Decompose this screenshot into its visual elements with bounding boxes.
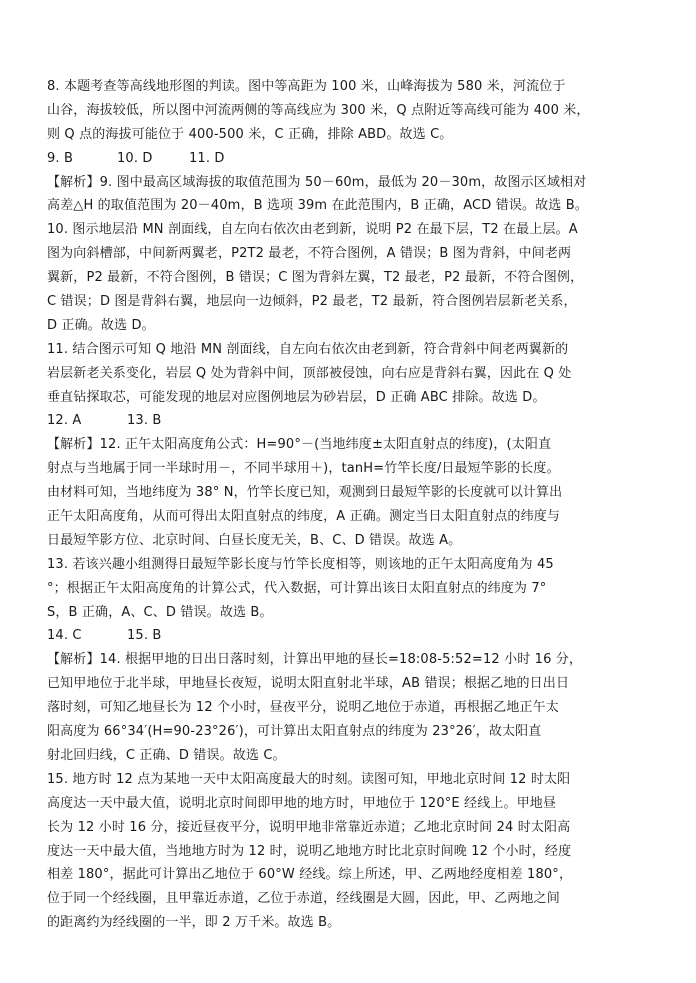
text-line: °；根据正午太阳高度角的计算公式，代入数据，可计算出该日太阳直射点的纬度为 7° — [47, 580, 547, 596]
text-line: 岩层新老关系变化，岩层 Q 处为背斜中间，顶部被侵蚀，向右应是背斜右翼，因此在 Q 处 — [47, 365, 572, 381]
text-line: 阳高度为 66°34′(H=90-23°26′)，可计算出太阳直射点的纬度为 23°26′，故太阳直 — [47, 724, 542, 740]
text-line: 翼新，P2 最新，不符合图例，B 错误；C 图为背斜左翼，T2 最老，P2 最新，不符合图例， — [47, 270, 584, 286]
text-line: 射点与当地属于同一半球时用－，不同半球用＋)，tanH=竹竿长度/日最短竿影的长度。 — [47, 461, 560, 477]
text-line: 垂直钻探取芯，可能发现的地层对应图例地层为砂岩层，D 正确 ABC 排除。故选 D。 — [47, 389, 546, 405]
text-line: 位于同一个经线圈，且甲靠近赤道，乙位于赤道，经线圈是大圆，因此，甲、乙两地之间 — [47, 891, 560, 907]
text-line: 射北回归线，C 正确、D 错误。故选 C。 — [47, 747, 286, 763]
answer-13: 13. B — [127, 413, 162, 429]
text-line: 相差 180°，据此可计算出乙地位于 60°W 经线。综上所述，甲、乙两地经度相差 180°， — [47, 867, 573, 883]
text-line: 的距离约为经线圈的一半，即 2 万千米。故选 B。 — [47, 915, 341, 931]
text-line: 度达一天中最大值，当地地方时为 12 时，说明乙地地方时比北京时间晚 12 个小时，经度 — [47, 843, 572, 859]
answer-14: 14. C — [47, 628, 82, 644]
text-line: 15. 地方时 12 点为某地一天中太阳高度最大的时刻。读图可知，甲地北京时间 12 时太阳 — [47, 771, 571, 787]
answer-line — [47, 147, 656, 171]
text-line: 高差△H 的取值范围为 20－40m，B 选项 39m 在此范围内，B 正确，ACD 错误。故选 B。 — [47, 198, 588, 214]
text-line: 图为向斜槽部，中间新两翼老，P2T2 最老，不符合图例，A 错误；B 图为背斜，中间老两 — [47, 246, 572, 262]
text-line: 【解析】12. 正午太阳高度角公式：H=90°－(当地纬度±太阳直射点的纬度)，(太阳直 — [47, 437, 552, 453]
answer-line — [47, 409, 656, 433]
text-line: 8. 本题考查等高线地形图的判读。图中等高距为 100 米，山峰海拔为 580 米，河流位于 — [47, 79, 566, 94]
text-line: 【解析】9. 图中最高区域海拔的取值范围为 50－60m，最低为 20－30m，故图示区域相对 — [47, 174, 587, 190]
text-line: 正午太阳高度角，从而可得出太阳直射点的纬度，A 正确。测定当日太阳直射点的纬度与 — [47, 509, 561, 525]
text-line: C 错误；D 图是背斜右翼，地层向一边倾斜，P2 最老，T2 最新，符合图例岩层新老关系， — [47, 294, 577, 310]
text-line: 则 Q 点的海拔可能位于 400-500 米，C 正确，排除 ABD。故选 C。 — [47, 126, 453, 142]
text-line: 日最短竿影方位、北京时间、白昼长度无关，B、C、D 错误。故选 A。 — [47, 532, 462, 548]
text-line: 11. 结合图示可知 Q 地沿 MN 剖面线，自左向右依次由老到新，符合背斜中间老两翼新的 — [47, 341, 569, 357]
text-line: 已知甲地位于北半球，甲地昼长夜短，说明太阳直射北半球，AB 错误；根据乙地的日出日 — [47, 676, 570, 692]
text-line: 长为 12 小时 16 分，接近昼夜平分，说明甲地非常靠近赤道；乙地北京时间 24 时太阳高 — [47, 819, 571, 835]
answer-11: 11. D — [189, 150, 225, 166]
answer-12: 12. A — [47, 413, 82, 429]
text-line: S，B 正确，A、C、D 错误。故选 B。 — [47, 604, 273, 620]
text-line: 落时刻，可知乙地昼长为 12 个小时，昼夜平分，说明乙地位于赤道，再根据乙地正午太 — [47, 700, 559, 716]
text-line: D 正确。故选 D。 — [47, 317, 155, 333]
text-line: 由材料可知，当地纬度为 38° N，竹竿长度已知，观测到日最短竿影的长度就可以计算出 — [47, 485, 563, 501]
answer-line — [47, 624, 656, 648]
answer-15: 15. B — [127, 628, 162, 644]
answer-10: 10. D — [117, 150, 153, 166]
text-line: 10. 图示地层沿 MN 剖面线，自左向右依次由老到新，说明 P2 在最下层，T2 在最上层。A — [47, 222, 578, 238]
answer-9: 9. B — [47, 150, 74, 166]
text-line: 高度达一天中最大值，说明北京时间即甲地的地方时，甲地位于 120°E 经线上。甲地昼 — [47, 795, 557, 811]
text-line: 山谷，海拔较低，所以图中河流两侧的等高线应为 300 米，Q 点附近等高线可能为 400 米， — [47, 102, 590, 118]
text-line: 13. 若该兴趣小组测得日最短竿影长度与竹竿长度相等，则该地的正午太阳高度角为 45 — [47, 556, 554, 572]
text-line: 【解析】14. 根据甲地的日出日落时刻，计算出甲地的昼长=18:08-5:52=12 小时 16 分， — [47, 652, 583, 668]
